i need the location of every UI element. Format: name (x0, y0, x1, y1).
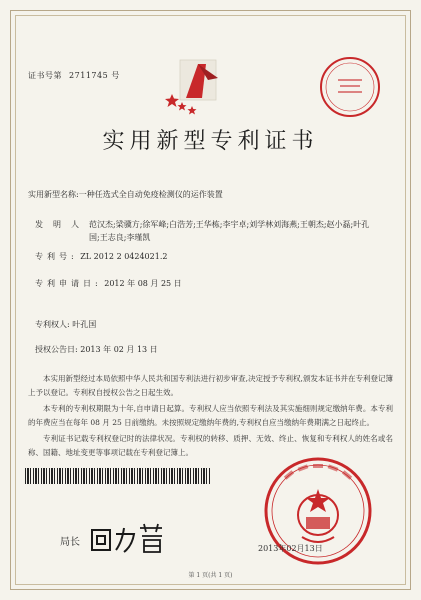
patent-number-value: ZL 2012 2 0424021.2 (80, 252, 168, 261)
patent-office-logo (162, 58, 242, 116)
cert-no-value: 2711745 (69, 71, 109, 80)
grant-date-label: 授权公告日: (35, 345, 78, 354)
seal-date: 2013年02月13日 (258, 544, 323, 553)
barcode (25, 468, 210, 484)
application-date-value: 2012 年 08 月 25 日 (104, 279, 182, 288)
body-paragraph: 本专利的专利权期限为十年,自申请日起算。专利权人应当依照专利法及其实施细则规定缴纳年费。本专利的年费应当在每年 08 月 25 日前缴纳。未按照规定缴纳年费的,专利权自应当缴纳年费期满之日起终止。 (28, 404, 393, 427)
cert-no-label: 证书号第 (28, 71, 62, 80)
round-red-seal (318, 55, 382, 119)
page-footer: 第 1 页(共 1 页) (188, 572, 233, 579)
grant-date-value: 2013 年 02 月 13 日 (80, 345, 158, 354)
certificate-number (28, 70, 120, 81)
patent-number-label: 专利号: (35, 252, 78, 261)
inventor-label: 发明人: (35, 220, 102, 229)
patentee-label: 专利权人: (35, 320, 70, 329)
model-name-label: 实用新型名称: (28, 190, 79, 199)
certificate-body-text (28, 372, 393, 462)
body-paragraph: 本实用新型经过本局依照中华人民共和国专利法进行初步审查,决定授予专利权,颁发本证书并在专利登记簿上予以登记。专利权自授权公告之日起生效。 (28, 374, 393, 397)
application-date-label: 专利申请日: (35, 279, 102, 288)
body-paragraph: 专利证书记载专利权登记时的法律状况。专利权的转移、质押、无效、终止、恢复和专利权人的姓名或名称、国籍、地址变更等事项记载在专利登记簿上。 (28, 434, 393, 457)
inventor-value: 范汉杰;梁骥方;徐军峰;白浩芳;王华栋;李宇卓;刘学林刘海燕;王朝杰;赵小磊;叶孔国;王志良;李瑾凯 (89, 220, 370, 242)
model-name-field (28, 188, 223, 201)
application-date-field (35, 277, 182, 290)
cert-no-suffix: 号 (111, 71, 120, 80)
document-title: 实用新型专利证书 (102, 129, 319, 154)
grant-date-field (35, 343, 158, 356)
director-signature (88, 520, 168, 556)
director-label: 局长 (60, 537, 80, 548)
model-name-value: 一种任选式全自动免疫检测仪的运作装置 (78, 190, 223, 199)
patent-number-field (35, 250, 167, 263)
patentee-value: 叶孔国 (72, 320, 97, 329)
patentee-field (35, 318, 96, 331)
